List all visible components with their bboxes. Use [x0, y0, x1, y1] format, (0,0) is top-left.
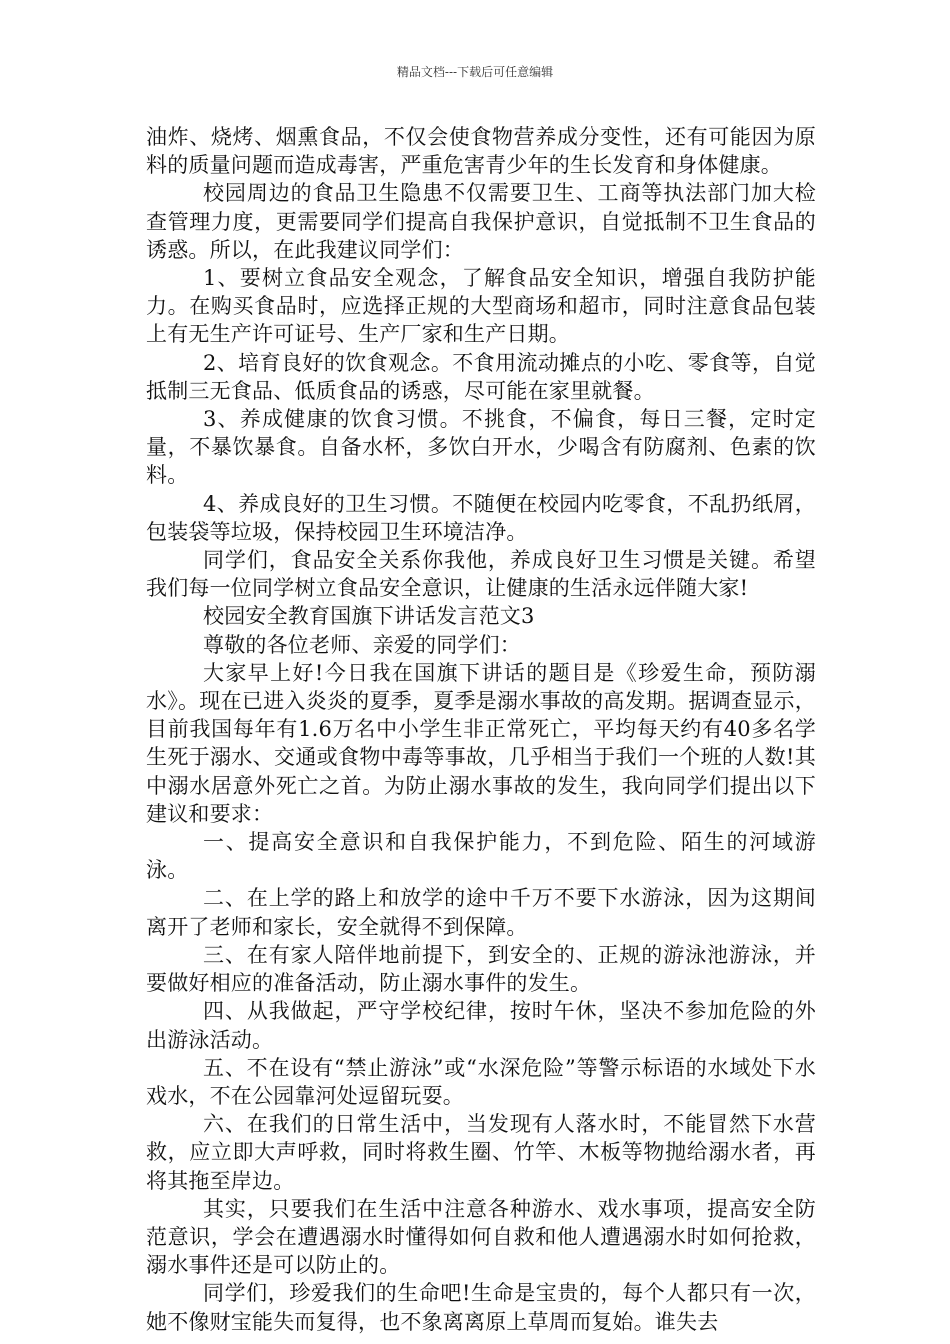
page-header: 精品文档---下载后可任意编辑: [396, 65, 554, 79]
section-title: 校园安全教育国旗下讲话发言范文3: [203, 604, 535, 629]
list-item: 五、不在设有“禁止游泳”或“水深危险”等警示标语的水域处下水戏水，不在公园靠河处逗留玩耍。: [146, 1055, 816, 1108]
document-body: [146, 123, 816, 1336]
paragraph: 大家早上好!今日我在国旗下讲话的题目是《珍爱生命，预防溺水》。现在已进入炎炎的夏季，夏季是溺水事故的高发期。据调查显示，目前我国每年有1.6万名中小学生非正常死亡，平均每天约有40多名学生死于溺水、交通或食物中毒等事故，几乎相当于我们一个班的人数!其中溺水居意外死亡之首。为防止溺水事故的发生，我向同学们提出以下建议和要求：: [146, 660, 816, 826]
list-item: 一、提高安全意识和自我保护能力，不到危险、陌生的河域游泳。: [146, 830, 816, 883]
paragraph: 其实，只要我们在生活中注意各种游水、戏水事项，提高安全防范意识，学会在遭遇溺水时懂得如何自救和他人遭遇溺水时如何抢救，溺水事件还是可以防止的。: [146, 1196, 816, 1278]
paragraph: 同学们，食品安全关系你我他，养成良好卫生习惯是关键。希望我们每一位同学树立食品安全意识，让健康的生活永远伴随大家!: [146, 548, 816, 601]
paragraph: 油炸、烧烤、烟熏食品，不仅会使食物营养成分变性，还有可能因为原料的质量问题而造成毒害，严重危害青少年的生长发育和身体健康。: [146, 125, 816, 178]
list-item: 六、在我们的日常生活中，当发现有人落水时，不能冒然下水营救，应立即大声呼救，同时将救生圈、竹竿、木板等物抛给溺水者，再将其拖至岸边。: [146, 1112, 816, 1193]
salutation: 尊敬的各位老师、亲爱的同学们：: [203, 632, 521, 657]
paragraph: 2、培育良好的饮食观念。不食用流动摊点的小吃、零食等，自觉抵制三无食品、低质食品的诱惑，尽可能在家里就餐。: [146, 350, 816, 403]
paragraph: 4、养成良好的卫生习惯。不随便在校园内吃零食，不乱扔纸屑，包装袋等垃圾，保持校园卫生环境洁净。: [146, 491, 816, 544]
list-item: 三、在有家人陪伴地前提下，到安全的、正规的游泳池游泳，并要做好相应的准备活动，防止溺水事件的发生。: [146, 942, 816, 996]
paragraph: 同学们，珍爱我们的生命吧!生命是宝贵的，每个人都只有一次，她不像财宝能失而复得，也不象离离原上草周而复始。谁失去: [146, 1281, 816, 1334]
list-item: 二、在上学的路上和放学的途中千万不要下水游泳，因为这期间离开了老师和家长，安全就得不到保障。: [146, 886, 816, 939]
paragraph: 3、养成健康的饮食习惯。不挑食，不偏食，每日三餐，定时定量，不暴饮暴食。自备水杯，多饮白开水，少喝含有防腐剂、色素的饮料。: [146, 407, 816, 488]
list-item: 四、从我做起，严守学校纪律，按时午休，坚决不参加危险的外出游泳活动。: [146, 999, 816, 1052]
paragraph: 1、要树立食品安全观念，了解食品安全知识，增强自我防护能力。在购买食品时，应选择正规的大型商场和超市，同时注意食品包装上有无生产许可证号、生产厂家和生产日期。: [146, 266, 816, 347]
paragraph: 校园周边的食品卫生隐患不仅需要卫生、工商等执法部门加大检查管理力度，更需要同学们提高自我保护意识，自觉抵制不卫生食品的诱惑。所以，在此我建议同学们：: [146, 181, 816, 262]
